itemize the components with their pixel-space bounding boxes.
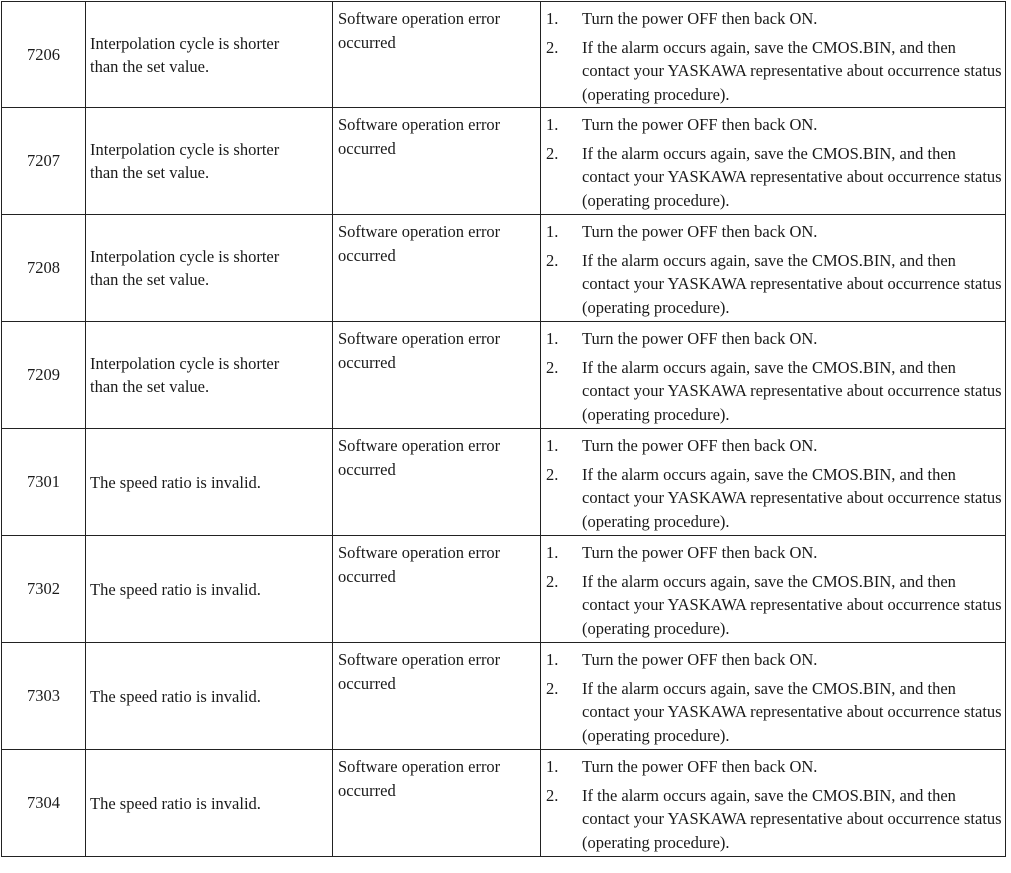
step-text: If the alarm occurs again, save the CMOS.BIN, and then contact your YASKAWA representative about occurrence status (operating procedure). — [582, 571, 1002, 638]
step-number: 1. — [546, 757, 559, 776]
step-number: 1. — [546, 115, 559, 134]
column-divider — [85, 750, 86, 857]
step-number: 2. — [546, 785, 559, 805]
remedy-step — [546, 7, 1002, 31]
remedy-step — [546, 755, 1002, 779]
step-number: 2. — [546, 464, 559, 484]
alarm-cause — [90, 643, 328, 749]
table-row — [1, 643, 1006, 750]
column-divider — [540, 429, 541, 536]
alarm-cause — [90, 2, 328, 107]
column-divider — [540, 322, 541, 429]
step-text: Turn the power OFF then back ON. — [582, 222, 818, 241]
remedy-step — [546, 36, 1002, 107]
table-row — [1, 1, 1006, 108]
remedy-step — [546, 434, 1002, 458]
step-text: Turn the power OFF then back ON. — [582, 436, 818, 455]
detail-line: occurred — [338, 353, 396, 372]
alarm-code: 7301 — [27, 472, 60, 491]
cause-line: Interpolation cycle is shorter — [90, 140, 280, 159]
alarm-remedy — [546, 327, 1002, 426]
step-number: 2. — [546, 357, 559, 377]
step-text: Turn the power OFF then back ON. — [582, 543, 818, 562]
detail-line: Software operation error — [338, 115, 501, 134]
column-divider — [1005, 429, 1006, 536]
detail-line: occurred — [338, 460, 396, 479]
column-divider — [1005, 215, 1006, 322]
column-divider — [332, 643, 333, 750]
alarm-remedy — [546, 755, 1002, 854]
column-divider — [540, 108, 541, 215]
alarm-code: 7207 — [27, 151, 60, 170]
column-divider — [1005, 643, 1006, 750]
step-text: If the alarm occurs again, save the CMOS.BIN, and then contact your YASKAWA representative about occurrence status (operating procedure). — [582, 785, 1002, 852]
remedy-step — [546, 327, 1002, 351]
column-divider — [1005, 536, 1006, 643]
step-number: 1. — [546, 9, 559, 28]
remedy-step — [546, 541, 1002, 565]
alarm-table — [1, 1, 1006, 857]
step-text: If the alarm occurs again, save the CMOS.BIN, and then contact your YASKAWA representative about occurrence status (operating procedure). — [582, 357, 1002, 424]
cause-line: than the set value. — [90, 56, 210, 76]
table-row — [1, 750, 1006, 857]
detail-line: occurred — [338, 33, 396, 52]
remedy-step — [546, 113, 1002, 137]
step-text: Turn the power OFF then back ON. — [582, 9, 818, 28]
column-divider — [332, 2, 333, 108]
cause-line: Interpolation cycle is shorter — [90, 354, 280, 373]
alarm-detail — [338, 755, 536, 803]
detail-line: Software operation error — [338, 436, 501, 455]
cause-line: than the set value. — [90, 163, 210, 182]
alarm-cause — [90, 215, 328, 321]
column-divider — [1005, 108, 1006, 215]
detail-line: Software operation error — [338, 9, 501, 28]
remedy-step — [546, 677, 1002, 748]
detail-line: Software operation error — [338, 650, 501, 669]
detail-line: Software operation error — [338, 222, 501, 241]
step-text: If the alarm occurs again, save the CMOS.BIN, and then contact your YASKAWA representative about occurrence status (operating procedure). — [582, 678, 1002, 745]
remedy-step — [546, 142, 1002, 213]
alarm-code: 7206 — [27, 44, 60, 64]
remedy-step — [546, 784, 1002, 855]
column-divider — [85, 108, 86, 215]
column-divider — [540, 215, 541, 322]
alarm-detail — [338, 220, 536, 268]
remedy-step — [546, 570, 1002, 641]
table-row — [1, 429, 1006, 536]
alarm-cause — [90, 750, 328, 856]
column-divider — [85, 536, 86, 643]
detail-line: occurred — [338, 246, 396, 265]
column-divider — [85, 322, 86, 429]
column-divider — [85, 2, 86, 108]
table-row — [1, 108, 1006, 215]
column-divider — [332, 750, 333, 857]
step-number: 2. — [546, 678, 559, 698]
alarm-cause — [90, 322, 328, 428]
step-text: If the alarm occurs again, save the CMOS.BIN, and then contact your YASKAWA representative about occurrence status (operating procedure). — [582, 37, 1002, 104]
alarm-remedy — [546, 113, 1002, 212]
cause-line: than the set value. — [90, 270, 210, 289]
column-divider — [540, 750, 541, 857]
step-number: 2. — [546, 143, 559, 163]
detail-line: occurred — [338, 674, 396, 693]
step-number: 2. — [546, 37, 559, 57]
cause-line: The speed ratio is invalid. — [90, 472, 261, 492]
step-text: Turn the power OFF then back ON. — [582, 329, 818, 348]
cause-line: than the set value. — [90, 377, 210, 396]
column-divider — [332, 322, 333, 429]
cause-line: Interpolation cycle is shorter — [90, 33, 280, 53]
remedy-step — [546, 463, 1002, 534]
alarm-code: 7304 — [27, 793, 60, 812]
step-number: 2. — [546, 250, 559, 270]
alarm-detail — [338, 541, 536, 589]
step-text: Turn the power OFF then back ON. — [582, 650, 818, 669]
table-row — [1, 322, 1006, 429]
column-divider — [332, 215, 333, 322]
column-divider — [1005, 2, 1006, 108]
column-divider — [332, 536, 333, 643]
column-divider — [1005, 750, 1006, 857]
step-number: 2. — [546, 571, 559, 591]
table-row — [1, 215, 1006, 322]
alarm-code: 7302 — [27, 579, 60, 598]
column-divider — [85, 643, 86, 750]
column-divider — [85, 429, 86, 536]
alarm-detail — [338, 7, 536, 55]
alarm-remedy — [546, 648, 1002, 747]
detail-line: occurred — [338, 567, 396, 586]
step-number: 1. — [546, 329, 559, 348]
step-number: 1. — [546, 436, 559, 455]
alarm-detail — [338, 327, 536, 375]
alarm-code: 7209 — [27, 365, 60, 384]
alarm-remedy — [546, 220, 1002, 319]
detail-line: occurred — [338, 139, 396, 158]
remedy-step — [546, 249, 1002, 320]
alarm-remedy — [546, 7, 1002, 106]
step-number: 1. — [546, 650, 559, 669]
alarm-detail — [338, 648, 536, 696]
step-text: If the alarm occurs again, save the CMOS.BIN, and then contact your YASKAWA representative about occurrence status (operating procedure). — [582, 250, 1002, 317]
cause-line: Interpolation cycle is shorter — [90, 247, 280, 266]
cause-line: The speed ratio is invalid. — [90, 579, 261, 599]
column-divider — [332, 108, 333, 215]
remedy-step — [546, 220, 1002, 244]
alarm-detail — [338, 434, 536, 482]
alarm-detail — [338, 113, 536, 161]
remedy-step — [546, 648, 1002, 672]
alarm-remedy — [546, 541, 1002, 640]
remedy-step — [546, 356, 1002, 427]
cause-line: The speed ratio is invalid. — [90, 686, 261, 706]
column-divider — [540, 536, 541, 643]
column-divider — [540, 2, 541, 108]
alarm-cause — [90, 108, 328, 214]
cause-line: The speed ratio is invalid. — [90, 793, 261, 813]
alarm-cause — [90, 429, 328, 535]
detail-line: Software operation error — [338, 543, 501, 562]
alarm-code: 7303 — [27, 686, 60, 705]
step-text: If the alarm occurs again, save the CMOS.BIN, and then contact your YASKAWA representative about occurrence status (operating procedure). — [582, 464, 1002, 531]
detail-line: Software operation error — [338, 757, 501, 776]
column-divider — [540, 643, 541, 750]
table-row — [1, 536, 1006, 643]
step-number: 1. — [546, 543, 559, 562]
column-divider — [1005, 322, 1006, 429]
detail-line: Software operation error — [338, 329, 501, 348]
step-number: 1. — [546, 222, 559, 241]
step-text: If the alarm occurs again, save the CMOS.BIN, and then contact your YASKAWA representative about occurrence status (operating procedure). — [582, 143, 1002, 210]
alarm-remedy — [546, 434, 1002, 533]
alarm-code: 7208 — [27, 258, 60, 277]
column-divider — [85, 215, 86, 322]
column-divider — [332, 429, 333, 536]
step-text: Turn the power OFF then back ON. — [582, 115, 818, 134]
step-text: Turn the power OFF then back ON. — [582, 757, 818, 776]
alarm-cause — [90, 536, 328, 642]
detail-line: occurred — [338, 781, 396, 800]
